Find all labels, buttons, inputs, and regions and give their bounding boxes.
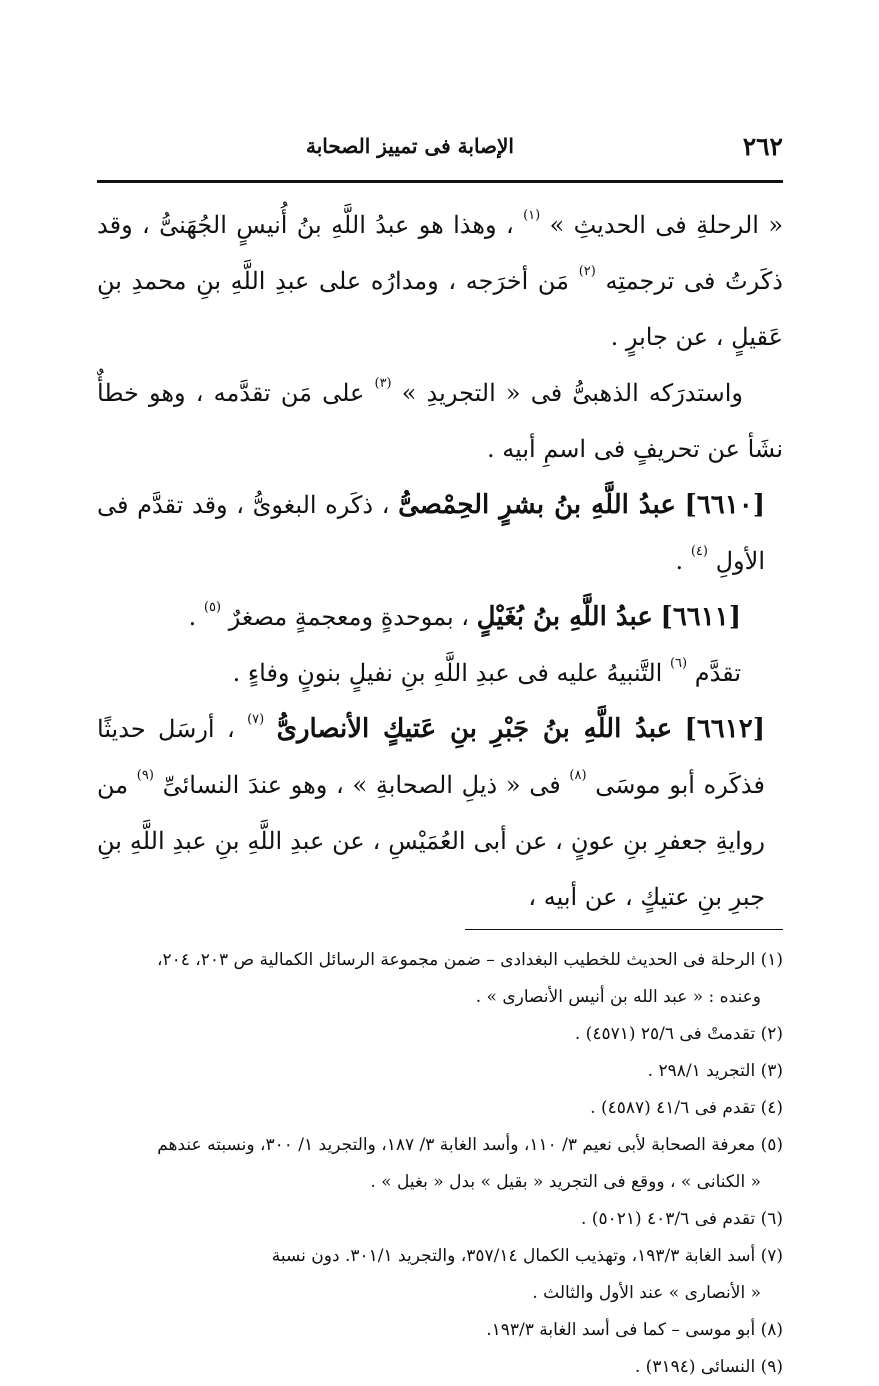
footnote-line: « الكنانى » ، ووقع فى التجريد « بقيل » بدل « بغيل » . [370, 1172, 761, 1192]
entry-name: عبدُ اللَّهِ بنُ جَبْرِ بنِ عَتيكٍ الأنصارىُّ [276, 714, 673, 744]
page-number: ٢٦٢ [742, 132, 783, 161]
footnotes [97, 942, 783, 1386]
text-span: تقدَّم [694, 659, 741, 687]
text-span: . [675, 547, 684, 575]
header-rule [97, 180, 783, 183]
entry-name: عبدُ اللَّهِ بنُ بشرٍ الحِمْصىُّ [398, 490, 676, 520]
footnote-marker: (٥) [203, 600, 222, 615]
main-text [97, 197, 783, 925]
footnote-marker: (٢) [578, 264, 596, 279]
footnote-marker: (٧) [247, 712, 265, 727]
footnote-line: (٢) تقدمتْ فى ٢٥/٦ (٤٥٧١) . [574, 1024, 783, 1044]
text-span: التَّنبيهُ عليه فى عبدِ اللَّهِ بنِ نفيلٍ بنونٍ وفاءٍ . [232, 659, 663, 687]
footnote-line: (٥) معرفة الصحابة لأبى نعيم ٣/ ١١٠، وأسد الغابة ٣/ ١٨٧، والتجريد ١/ ٣٠٠، ونسبته عندهم [157, 1135, 783, 1155]
entry-name: عبدُ اللَّهِ بنُ بُغَيْلٍ [476, 602, 653, 632]
entry-number: [٦٦١٢] [684, 714, 765, 744]
entry-number: [٦٦١٠] [684, 490, 765, 520]
footnote-marker: (٦) [669, 656, 688, 671]
footnote-line: (٧) أسد الغابة ١٩٣/٣، وتهذيب الكمال ٣٥٧/١٤، والتجريد ٣٠١/١. دون نسبة [271, 1246, 783, 1266]
footnote-line: وعنده : « عبد الله بن أنيس الأنصارى » . [475, 987, 761, 1007]
paragraph-3 [97, 645, 783, 701]
text-span: ، ذكَره البغوىُّ ، وقد تقدَّم فى الأولِ [97, 491, 765, 575]
footnote-marker: (٣) [374, 376, 392, 391]
text-span: من روايةِ جعفرِ بنِ عونٍ ، عن أبى العُمَيْسِ ، عن عبدِ اللَّهِ بنِ عبدِ اللَّهِ بنِ جبرِ بنِ عتيكٍ ، عن أبيه ، [97, 771, 765, 911]
entry-6610 [97, 477, 783, 589]
page-header [97, 130, 783, 170]
footnote-line: (٤) تقدم فى ٤١/٦ (٤٥٨٧) . [590, 1098, 783, 1118]
footnote-line: (٨) أبو موسى – كما فى أسد الغابة ١٩٣/٣. [486, 1320, 783, 1340]
text-span: ، أرسَل حديثًا فذكَره أبو موسَى [97, 715, 765, 799]
footnote-line: (٦) تقدم فى ٤٠٣/٦ (٥٠٢١) . [581, 1209, 783, 1229]
book-page [97, 130, 783, 1386]
text-span: ، بموحدةٍ ومعجمةٍ مصغرٌ [228, 603, 470, 631]
text-span: ، وهذا هو عبدُ اللَّهِ بنُ أُنيسٍ الجُهَنىُّ ، وقد ذكَرتُ فى ترجمتِه [97, 211, 783, 295]
footnote-line: (١) الرحلة فى الحديث للخطيب البغدادى – ضمن مجموعة الرسائل الكمالية ص ٢٠٣، ٢٠٤، [156, 950, 783, 970]
text-span: واستدرَكه الذهبىُّ فى « التجريدِ » [401, 379, 743, 407]
text-span: فى « ذيلِ الصحابةِ » ، وهو عندَ النسائىِّ [162, 771, 561, 799]
running-title: الإصابة فى تمييز الصحابة [306, 134, 514, 158]
footnote-marker: (١) [523, 208, 541, 223]
footnote-marker: (٨) [569, 768, 587, 783]
text-span: على مَن تقدَّمه ، وهو خطأٌ نشَأ عن تحريفٍ فى اسمِ أبيه . [97, 379, 783, 463]
paragraph-1 [97, 197, 783, 365]
footnote-line: « الأنصارى » عند الأول والثالث . [532, 1283, 761, 1303]
paragraph-2 [97, 365, 783, 477]
text-span: مَن أخرَجه ، ومدارُه على عبدِ اللَّهِ بنِ محمدِ بنِ عَقيلٍ ، عن جابرٍ . [97, 267, 783, 351]
text-span: « الرحلةِ فى الحديثِ » [549, 211, 783, 239]
footnote-rule [465, 929, 783, 930]
text-span: . [188, 603, 197, 631]
entry-number: [٦٦١١] [660, 602, 741, 632]
footnote-line: (٣) التجريد ٢٩٨/١ . [647, 1061, 783, 1081]
footnote-marker: (٤) [690, 544, 708, 559]
entry-6612 [97, 701, 783, 925]
footnote-marker: (٩) [136, 768, 154, 783]
entry-6611 [97, 589, 783, 645]
footnote-line: (٩) النسائى (٣١٩٤) . [634, 1357, 783, 1377]
